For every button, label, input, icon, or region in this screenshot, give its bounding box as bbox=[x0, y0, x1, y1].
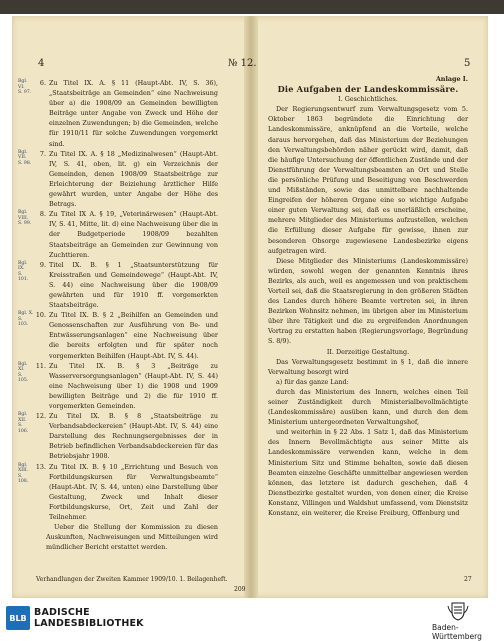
scanner-top-strip bbox=[0, 0, 504, 14]
margin-reference: Bgl. VI. S. 97. bbox=[18, 79, 32, 95]
state-name: Baden-Württemberg bbox=[432, 623, 482, 641]
center-header: № 12. bbox=[228, 58, 257, 69]
item-text: Zu Titel IX A. § 19, „Veterinärwesen“ (Haupt-Abt. IV, S. 41, Mitte, lit. d) eine Nachweisung über die in der Budgetperiode 1908/09 bezahlten Staatsbeiträge an Gemeinden zur Gewinnung von Zuchttieren. bbox=[49, 210, 218, 259]
item-text: Zu Titel IX. A. § 11 (Haupt-Abt. IV, S. 36), „Staatsbeiträge an Gemeinden“ eine Nachweisung über a) die 1908/09 an Gemeinden bewilligten Beiträge unter Angabe von Zweck und Höhe der einzelnen Zuwendungen; b) die Gemeinden, welche für 1910/11 für solche Zuwendungen vorgemerkt sind. bbox=[49, 79, 218, 148]
body-paragraph: Der Regierungsentwurf zum Verwaltungsgesetz vom 5. Oktober 1863 begründete die Einrichtung der Landeskommissäre, anknüpfend an die Vorteile, welche daraus hervorgehen, daß das Ministerium der Beziehungen den Verwaltungsbehörden näher gerückt wird, damit, daß die häufige Untersuchung der öffentlichen Zustände und der Dienstführung der Verwaltungsbeamten an Ort und Stelle die persönliche Prüfung und Beseitigung von Beschwerden und Mißständen, sowie das unmittelbare nachhaltende Eingreifen der höheren Organe eine so wichtige Aufgabe einer guten Verwaltung sei, daß es unerläßlich erscheine, mehrere Mitglieder des Ministeriums aufzustellen, welchen die Erfüllung dieser Aufgabe für gewisse, ihnen zur besonderen Obsorge zugewiesene Landesbezirke eigens aufgetragen wird. bbox=[268, 105, 468, 255]
margin-reference: Bgl. XII. S. 106. bbox=[18, 412, 29, 434]
closing-paragraph: Ueber die Stellung der Kommission zu diesen Auskunften, Nachweisungen und Mitteilungen wird mündlicher Bericht erstattet werden. bbox=[46, 523, 218, 552]
list-heading: a) für das ganze Land: bbox=[276, 377, 349, 386]
body-paragraph: Diese Mitglieder des Ministeriums (Landeskommissäre) würden, sowohl wegen der genannten Kenntnis ihres Bezirks, als auch, weil es angemessen und von praktischem Vorteil sei, daß die Staatsregierung in den größeren Städten des Landes durch höhere Beamte vertreten sei, in ihren Bezirken Wohnsitz nehmen, im übrigen aber im Ministerium über ihre Tätigkeit und die zu ergreifenden Anordnungen Vortrag zu erstatten haben (Regierungsvorlage, Begründung S. 8/9). bbox=[268, 256, 468, 346]
section-heading: I. Geschichtliches. bbox=[338, 95, 398, 104]
item-text: Zu Titel IX. B. § 3 „Beiträge zu Wasserversorgungsanlagen“ (Haupt-Abt. IV, S. 44) eine Nachweisung über 1) die 1908 und 1909 bewilligten Beiträge und 2) die für 1910 ff. vorgemerkten Gemeinden. bbox=[49, 361, 218, 410]
margin-reference: Bgl. XI. S. 105. bbox=[18, 361, 29, 384]
list-item bbox=[18, 209, 218, 259]
item-number: 11. bbox=[35, 361, 46, 370]
list-item bbox=[18, 260, 218, 310]
item-number: 13. bbox=[35, 462, 46, 471]
library-name-line-1: BADISCHE bbox=[34, 607, 90, 618]
margin-reference: Bgl. IX. S. 101. bbox=[18, 260, 29, 283]
footer-right-number: 27 bbox=[464, 576, 472, 583]
page-title: Die Aufgaben der Landeskommissäre. bbox=[277, 84, 459, 95]
item-number: 12. bbox=[35, 412, 46, 421]
margin-reference: Bgl. VII. S. 98. bbox=[18, 149, 32, 166]
body-paragraph: Das Verwaltungsgesetz bestimmt in § 1, daß die innere Verwaltung besorgt wird bbox=[268, 357, 468, 376]
left-page-column bbox=[18, 78, 218, 552]
annex-label: Anlage I. bbox=[435, 75, 468, 83]
item-text: Zu Titel IX. B. § 2 „Beihilfen an Gemeinden und Genossenschaften zur Ausführung von Be- und Entwässerungsanlagen“ eine Nachweisung über die bereits erfolgten und für später noch vorgemerkten Beihilfen (Haupt-Abt. IV, S. 44). bbox=[49, 311, 218, 360]
list-item bbox=[18, 78, 218, 149]
margin-reference: Bgl. VIII. S. 99. bbox=[18, 210, 32, 227]
library-name-line-2: LANDESBIBLIOTHEK bbox=[34, 618, 144, 629]
body-paragraph: durch das Ministerium des Innern, welches einen Teil seiner Zuständigkeit durch Ministerialbevollmächtigte (Landeskommissäre) ausüben kann, und durch den dem Ministerium untergeordneten Verwaltungshof, bbox=[268, 387, 468, 427]
item-number: 9. bbox=[39, 260, 46, 269]
item-text: Zu Titel IX. B. § 8 „Staatsbeiträge zu Verbandsabdeckereien“ (Haupt-Abt. IV, S. 44) eine Darstellung des Rechnungsergebnisses der in Betrieb befindlichen Verbandsabdeckereien für das Betriebsjahr 1908. bbox=[49, 412, 218, 461]
footer-citation: Verhandlungen der Zweiten Kammer 1909/10. 1. Beilagenheft. bbox=[36, 576, 228, 583]
list-item bbox=[18, 411, 218, 461]
library-name bbox=[34, 607, 144, 629]
list-item bbox=[18, 462, 218, 523]
list-item bbox=[18, 310, 218, 360]
left-page-number: 4 bbox=[38, 58, 45, 69]
right-page-number: 5 bbox=[464, 58, 471, 69]
body-paragraph: und weiterhin in § 22 Abs. 1 Satz 1, daß das Ministerium des Innern Bevollmächtigte aus seiner Mitte als Landeskommissäre verwenden kann, welche in dem Ministerium Sitz und Stimme behalten, sowie daß diesen Beamten einzelne Geschäfte unmittelbar angewiesen werden können, das letztere ist dadurch geschehen, daß 4 Dienstbezirke gestaltet wurden, von denen einer, die Kreise Konstanz, Villingen und Waldshut umfassend, vom Dienstsitz Konstanz, ein weiterer, die Kreise Freiburg, Offenburg und bbox=[268, 428, 468, 518]
item-text: Zu Titel IX. B. § 10 „Errichtung und Besuch von Fortbildungskursen für Verwaltungsbeamte“ (Haupt-Abt. IV, S. 44, unten) eine Darstellung über Gestaltung, Zweck und Inhalt dieser Fortbildungskurse, Ort, Zeit und Zahl der Teilnehmer. bbox=[49, 462, 218, 522]
right-page-column bbox=[268, 74, 468, 518]
coat-of-arms-icon bbox=[447, 601, 469, 621]
item-number: 7. bbox=[39, 149, 46, 158]
book-gutter bbox=[244, 16, 258, 598]
section-heading: II. Derzeitige Gestaltung. bbox=[326, 347, 410, 356]
book-spread bbox=[12, 16, 488, 598]
item-text: Zu Titel IX. A. § 18 „Medizinalwesen“ (Haupt-Abt. IV, S. 41, oben, lit. g) ein Verzeichnis der Gemeinden, denen 1908/09 Staatsbeiträge zur Erleichterung der Beiziehung ärztlicher Hilfe gewährt wurden, unter Angabe der Höhe des Betrags. bbox=[49, 149, 218, 209]
list-item bbox=[18, 149, 218, 210]
footer-page-number: 209 bbox=[234, 586, 246, 593]
item-number: 8. bbox=[39, 210, 46, 219]
list-item bbox=[18, 361, 218, 411]
item-number: 6. bbox=[39, 79, 46, 87]
margin-reference: Bgl. XIII. S. 108. bbox=[18, 462, 29, 485]
item-text: Titel IX. B. § 1 „Staatsunterstützung für Kreisstraßen und Gemeindewege“ (Haupt-Abt. IV, S. 44) eine Nachweisung über die 1908/09 gewährten und für 1910 ff. vorgemerkten Staatsbeiträge. bbox=[49, 260, 218, 310]
item-number: 10. bbox=[35, 311, 46, 320]
margin-reference: Bgl. X. S. 103. bbox=[18, 311, 34, 328]
blb-logo-icon: BLB bbox=[6, 606, 30, 630]
